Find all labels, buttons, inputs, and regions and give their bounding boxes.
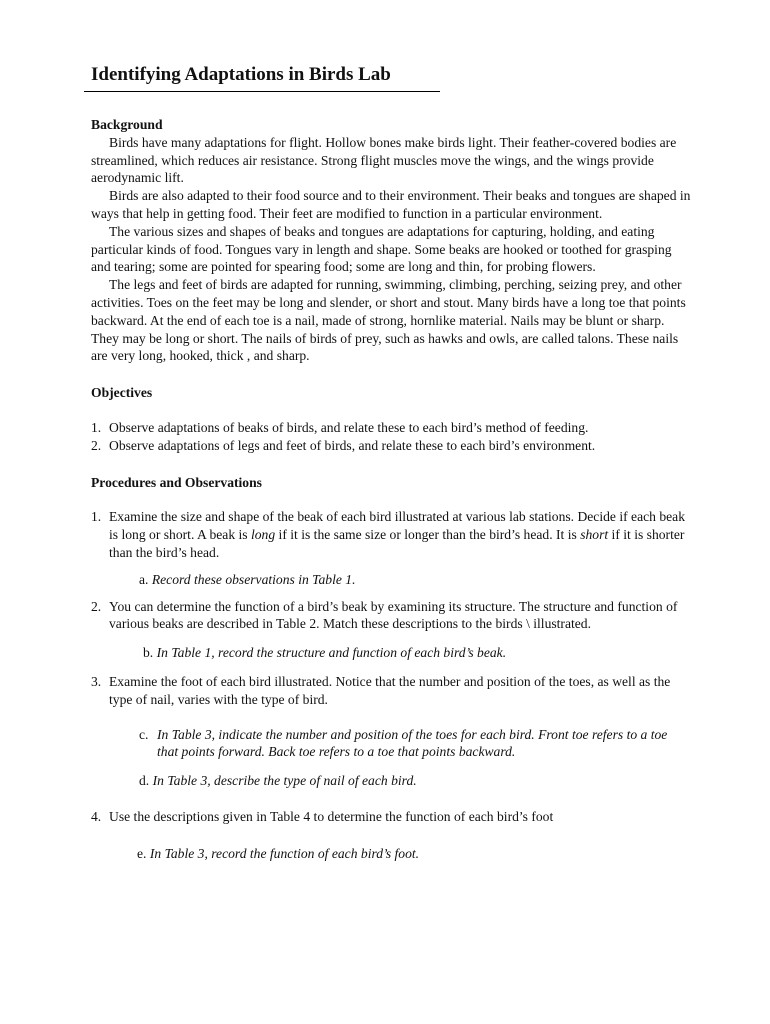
background-paragraph-3: The various sizes and shapes of beaks and tongues are adaptations for capturing, holding, and eating particular kinds of food. Tongues vary in length and shape. Some beaks are hooked or toothed for grasping and tearing; some are pointed for spearing food; some are long and thin, for probing flowers. [91, 223, 672, 275]
step-text: Examine the foot of each bird illustrated. Notice that the number and position of the toes, as well as the type of nail, varies with the type of bird. [109, 673, 671, 707]
substep-letter: d. [139, 773, 150, 789]
step-text: Use the descriptions given in Table 4 to determine the function of each bird’s foot [109, 808, 554, 824]
procedure-step-1 [91, 508, 691, 561]
objectives-list [91, 419, 691, 455]
substep-a [139, 571, 691, 589]
objective-item [91, 437, 691, 455]
step-text-part: Examine the size and shape of the beak of each bird illustrated at various lab stations. Decide if each beak is long or short. A beak is [109, 509, 686, 543]
objective-text: Observe adaptations of legs and feet of birds, and relate these to each bird’s environment. [109, 437, 596, 453]
substep-b [143, 644, 691, 662]
page-title: Identifying Adaptations in Birds Lab [91, 64, 391, 85]
substep-e [137, 845, 691, 863]
procedure-step-4 [91, 808, 691, 826]
objective-item [91, 419, 691, 437]
step-number: 1. [91, 509, 102, 525]
procedures-heading: Procedures and Observations [91, 474, 262, 490]
substep-letter: b. [143, 645, 154, 661]
procedure-step-3 [91, 673, 691, 709]
objective-number: 2. [91, 437, 102, 453]
step-number: 3. [91, 673, 102, 689]
substep-d [139, 772, 691, 790]
emphasis-long: long [250, 527, 276, 543]
substep-letter: a. [139, 571, 149, 587]
background-paragraph-1: Birds have many adaptations for flight. Hollow bones make birds light. Their feather-covered bodies are streamlined, which reduces air resistance. Strong flight muscles move the wings, and the wings provide aerodynamic lift. [91, 134, 677, 186]
step-text-part: if it is the same size or longer than the bird’s head. It is [275, 527, 581, 543]
procedures-list-2 [91, 598, 691, 634]
emphasis-short: short [580, 527, 609, 543]
substep-text: In Table 3, describe the type of nail of each bird. [152, 773, 417, 789]
procedures-list-4 [91, 808, 691, 826]
objective-number: 1. [91, 419, 102, 435]
background-heading: Background [91, 117, 163, 132]
substep-text: In Table 3, indicate the number and position of the toes for each bird. Front toe refers to a toe that points forward. Back toe refers to a toe that points backward. [157, 726, 668, 760]
background-paragraph-2: Birds are also adapted to their food source and to their environment. Their beaks and tongues are shaped in ways that help in getting food. Their feet are modified to function in a particular environment. [91, 188, 691, 221]
step-number: 2. [91, 598, 102, 614]
step-text: You can determine the function of a bird’s beak by examining its structure. The structure and function of various beaks are described in Table 2. Match these descriptions to the birds \ illustrated. [109, 598, 678, 632]
objectives-heading: Objectives [91, 385, 153, 401]
procedure-step-2 [91, 598, 691, 634]
background-paragraph-4: The legs and feet of birds are adapted for running, swimming, climbing, perching, seizing prey, and other activities. Toes on the feet may be long and slender, or short and stout. Many birds have a long toe that points backward. At the end of each toe is a nail, made of strong, hornlike material. Nails may be blunt or sharp. They may be long or short. The nails of birds of prey, such as hawks and owls, are called talons. These nails are very long, hooked, thick , and sharp. [91, 277, 686, 364]
procedures-list [91, 508, 691, 561]
objective-text: Observe adaptations of beaks of birds, and relate these to each bird’s method of feeding. [109, 419, 589, 435]
document-page [91, 62, 691, 863]
procedures-list-3 [91, 673, 691, 709]
step-number: 4. [91, 808, 102, 824]
substep-text: In Table 1, record the structure and function of each bird’s beak. [156, 645, 507, 661]
step-text-part: if it is shorter than the bird’s head. [109, 527, 685, 560]
substep-letter: c. [139, 726, 149, 742]
substep-text: In Table 3, record the function of each bird’s foot. [149, 845, 420, 861]
substep-text: Record these observations in Table 1. [151, 571, 356, 587]
substep-letter: e. [137, 845, 147, 861]
substep-c [139, 726, 671, 762]
